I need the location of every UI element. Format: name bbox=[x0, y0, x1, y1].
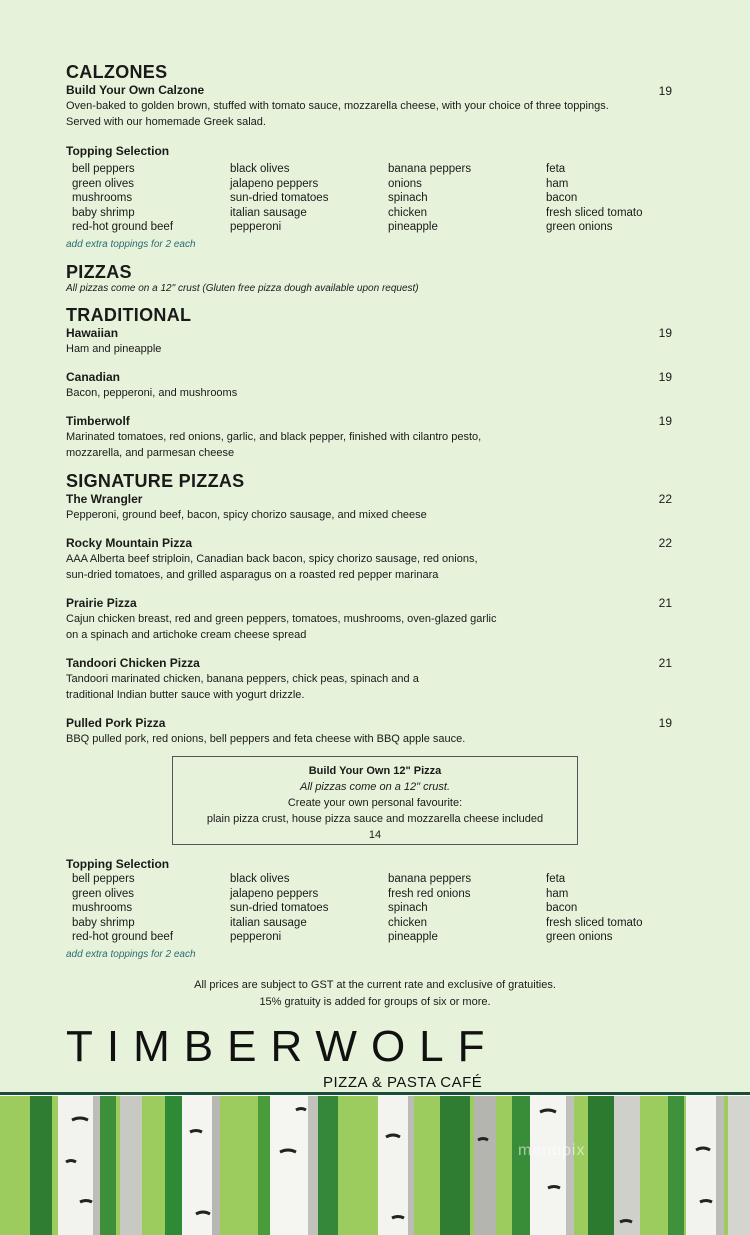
menu-item bbox=[66, 370, 672, 401]
topping-selection-title: Topping Selection bbox=[66, 144, 170, 158]
item-price: 22 bbox=[658, 535, 672, 550]
item-desc: BBQ pulled pork, red onions, bell peppers and feta cheese with BBQ apple sauce. bbox=[66, 732, 466, 745]
calzones-title: CALZONES bbox=[66, 62, 168, 82]
menu-content bbox=[66, 62, 672, 747]
item-desc: Bacon, pepperoni, and mushrooms bbox=[66, 386, 238, 399]
topping-grid bbox=[66, 162, 672, 235]
item-price: 19 bbox=[658, 369, 672, 384]
topping-item: ham bbox=[546, 177, 569, 190]
build-your-own-pizza-box bbox=[172, 756, 578, 845]
topping-column bbox=[546, 872, 678, 945]
topping-item: banana peppers bbox=[388, 873, 472, 885]
topping-column bbox=[388, 162, 546, 235]
menu-item bbox=[66, 326, 672, 357]
item-name: Timberwolf bbox=[66, 413, 130, 428]
item-desc: Oven-baked to golden brown, stuffed with tomato sauce, mozzarella cheese, with your choice of three toppings. bbox=[66, 100, 609, 112]
menu-item bbox=[66, 414, 672, 461]
item-price: 21 bbox=[658, 655, 672, 670]
topping-selection-title: Topping Selection bbox=[66, 857, 170, 871]
signature-title: SIGNATURE PIZZAS bbox=[66, 470, 245, 491]
item-name: Pulled Pork Pizza bbox=[66, 715, 166, 730]
item-desc: mozzarella, and parmesan cheese bbox=[66, 446, 235, 459]
topping-item: chicken bbox=[388, 916, 427, 929]
pricing-disclaimer bbox=[0, 977, 750, 1011]
topping-item: red-hot ground beef bbox=[72, 931, 174, 944]
restaurant-logo: TIMBERWOLF bbox=[66, 1022, 499, 1071]
topping-grid bbox=[66, 872, 672, 945]
topping-item: italian sausage bbox=[230, 206, 307, 219]
item-price: 19 bbox=[658, 715, 672, 730]
topping-item: baby shrimp bbox=[72, 206, 135, 219]
item-name: Rocky Mountain Pizza bbox=[66, 535, 193, 550]
topping-item: fresh sliced tomato bbox=[546, 916, 643, 929]
topping-column bbox=[72, 162, 230, 235]
disclaimer-line: All prices are subject to GST at the current rate and exclusive of gratuities. bbox=[194, 979, 556, 991]
item-desc: Tandoori marinated chicken, banana peppers, chick peas, spinach and a bbox=[66, 672, 419, 685]
restaurant-logo-subtitle: PIZZA & PASTA CAFÉ bbox=[323, 1074, 483, 1091]
topping-item: bacon bbox=[546, 192, 578, 205]
box-line: Create your own personal favourite: bbox=[287, 797, 463, 809]
item-desc: traditional Indian butter sauce with yogurt drizzle. bbox=[66, 688, 305, 701]
topping-column bbox=[230, 162, 388, 235]
item-name: Tandoori Chicken Pizza bbox=[66, 655, 200, 670]
pizzas-title: PIZZAS bbox=[66, 261, 132, 282]
extra-toppings-note: add extra toppings for 2 each bbox=[66, 948, 196, 960]
topping-item: chicken bbox=[388, 206, 427, 219]
item-name: Build Your Own Calzone bbox=[66, 83, 205, 97]
calzones-section bbox=[66, 62, 672, 252]
item-name: Hawaiian bbox=[66, 325, 119, 340]
topping-item: pineapple bbox=[388, 221, 438, 234]
topping-item: spinach bbox=[388, 192, 428, 205]
topping-item: bacon bbox=[546, 902, 578, 915]
item-desc: Cajun chicken breast, red and green peppers, tomatoes, mushrooms, oven-glazed garlic bbox=[66, 612, 497, 625]
menu-item bbox=[66, 656, 672, 703]
box-price: 14 bbox=[368, 829, 382, 841]
topping-item: mushrooms bbox=[72, 192, 133, 205]
topping-item: feta bbox=[546, 163, 566, 175]
item-name: Prairie Pizza bbox=[66, 595, 137, 610]
topping-column bbox=[230, 872, 388, 945]
item-desc: Served with our homemade Greek salad. bbox=[66, 116, 266, 128]
topping-item: mushrooms bbox=[72, 902, 133, 915]
item-desc: Ham and pineapple bbox=[66, 342, 162, 355]
pizzas-section bbox=[66, 262, 672, 296]
topping-item: green onions bbox=[546, 931, 613, 944]
topping-item: bell peppers bbox=[72, 163, 135, 175]
item-name: Canadian bbox=[66, 369, 121, 384]
topping-item: feta bbox=[546, 873, 566, 885]
topping-item: italian sausage bbox=[230, 916, 307, 929]
topping-item: spinach bbox=[388, 902, 428, 915]
disclaimer-line: 15% gratuity is added for groups of six or more. bbox=[259, 996, 491, 1008]
box-title: Build Your Own 12" Pizza bbox=[308, 765, 442, 777]
traditional-title: TRADITIONAL bbox=[66, 304, 192, 325]
topping-column bbox=[546, 162, 678, 235]
topping-item: black olives bbox=[230, 873, 290, 885]
birch-trees-illustration bbox=[0, 1092, 750, 1235]
topping-item: green onions bbox=[546, 221, 613, 234]
topping-item: red-hot ground beef bbox=[72, 221, 174, 234]
menu-item bbox=[66, 536, 672, 583]
item-price: 19 bbox=[658, 413, 672, 428]
item-desc: AAA Alberta beef striploin, Canadian back bacon, spicy chorizo sausage, red onions, bbox=[66, 552, 478, 565]
traditional-section bbox=[66, 305, 672, 461]
item-price: 22 bbox=[658, 491, 672, 506]
topping-item: sun-dried tomatoes bbox=[230, 902, 329, 915]
menu-item bbox=[66, 596, 672, 643]
topping-item: jalapeno peppers bbox=[230, 177, 319, 190]
topping-item: pepperoni bbox=[230, 221, 282, 234]
topping-item: banana peppers bbox=[388, 163, 472, 175]
extra-toppings-note: add extra toppings for 2 each bbox=[66, 238, 196, 250]
pizzas-note: All pizzas come on a 12" crust (Gluten free pizza dough available upon request) bbox=[66, 282, 419, 294]
topping-item: pineapple bbox=[388, 931, 438, 944]
topping-item: jalapeno peppers bbox=[230, 887, 319, 900]
topping-item: fresh red onions bbox=[388, 887, 471, 900]
item-name: The Wrangler bbox=[66, 491, 143, 506]
birch-tree-banner bbox=[0, 1092, 750, 1235]
item-price: 19 bbox=[658, 84, 672, 98]
item-desc: on a spinach and artichoke cream cheese spread bbox=[66, 628, 307, 641]
topping-column bbox=[72, 872, 230, 945]
watermark: menupix bbox=[518, 1142, 586, 1159]
item-desc: sun-dried tomatoes, and grilled asparagus on a roasted red pepper marinara bbox=[66, 568, 439, 581]
topping-item: black olives bbox=[230, 163, 290, 175]
topping-item: bell peppers bbox=[72, 873, 135, 885]
topping-item: green olives bbox=[72, 177, 135, 190]
menu-item bbox=[66, 492, 672, 523]
menu-item bbox=[66, 716, 672, 747]
box-line: All pizzas come on a 12" crust. bbox=[299, 781, 451, 793]
pizza-toppings-section bbox=[66, 857, 672, 962]
topping-item: sun-dried tomatoes bbox=[230, 192, 329, 205]
box-line: plain pizza crust, house pizza sauce and mozzarella cheese included bbox=[206, 813, 544, 825]
topping-item: ham bbox=[546, 887, 569, 900]
item-price: 19 bbox=[658, 325, 672, 340]
topping-item: onions bbox=[388, 177, 422, 190]
item-price: 21 bbox=[658, 595, 672, 610]
item-desc: Pepperoni, ground beef, bacon, spicy chorizo sausage, and mixed cheese bbox=[66, 508, 427, 521]
topping-item: baby shrimp bbox=[72, 916, 135, 929]
menu-item-calzone bbox=[66, 83, 672, 130]
signature-section bbox=[66, 471, 672, 747]
topping-item: fresh sliced tomato bbox=[546, 206, 643, 219]
topping-item: green olives bbox=[72, 887, 135, 900]
topping-column bbox=[388, 872, 546, 945]
topping-item: pepperoni bbox=[230, 931, 282, 944]
banner-top-highlight bbox=[0, 1095, 750, 1096]
item-desc: Marinated tomatoes, red onions, garlic, and black pepper, finished with cilantro pesto, bbox=[66, 430, 482, 443]
